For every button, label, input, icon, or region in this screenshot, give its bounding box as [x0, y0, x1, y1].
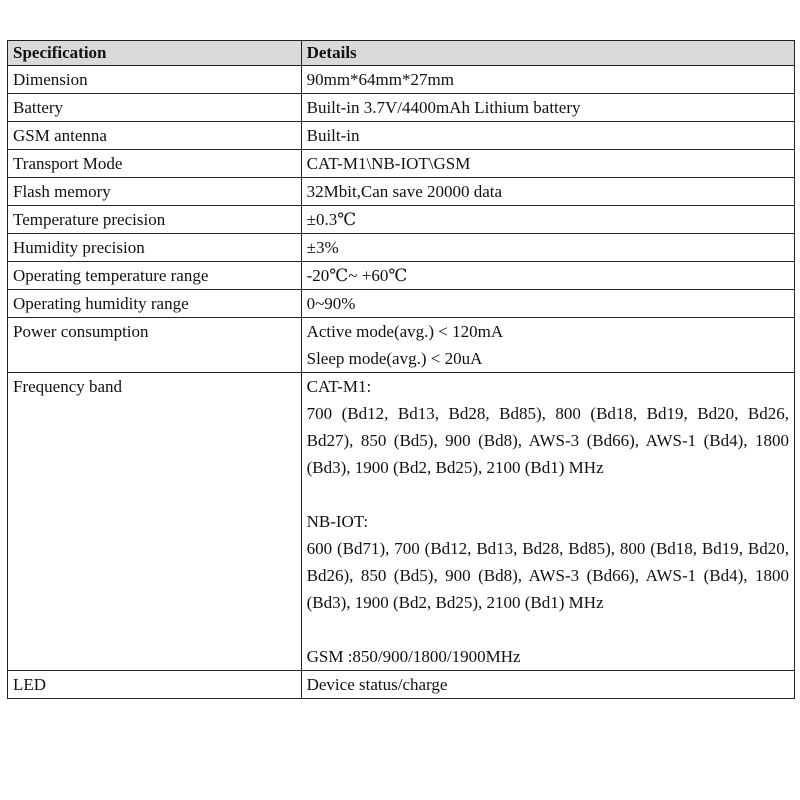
cat-m1-bands: 700 (Bd12, Bd13, Bd28, Bd85), 800 (Bd18, Bd19, Bd20, Bd26, Bd27), 850 (Bd5), 900 (Bd8), AWS-3 (Bd66), AWS-1 (Bd4), 1800 (Bd3), 1900 (Bd2, Bd25), 2100 (Bd1) MHz	[306, 404, 789, 477]
spacer	[307, 616, 789, 643]
table-row	[8, 178, 795, 206]
spec-cell: LED	[8, 671, 302, 699]
gsm-bands: GSM :850/900/1800/1900MHz	[306, 647, 521, 666]
details-cell: Built-in 3.7V/4400mAh Lithium battery	[301, 94, 794, 122]
spec-cell: Humidity precision	[8, 234, 302, 262]
nb-iot-label: NB-IOT:	[306, 512, 369, 531]
details-cell	[301, 318, 794, 373]
details-cell: Device status/charge	[301, 671, 794, 699]
table-row	[8, 262, 795, 290]
spacer	[307, 481, 789, 508]
power-active-mode: Active mode(avg.) < 120mA	[306, 322, 504, 341]
spec-cell: Power consumption	[8, 318, 302, 373]
table-row	[8, 206, 795, 234]
details-cell: 0~90%	[301, 290, 794, 318]
power-sleep-mode: Sleep mode(avg.) < 20uA	[306, 349, 483, 368]
table-row	[8, 66, 795, 94]
details-cell: ±0.3℃	[301, 206, 794, 234]
table-row	[8, 373, 795, 671]
header-specification: Specification	[8, 41, 302, 66]
details-cell	[301, 373, 794, 671]
spec-cell: Operating humidity range	[8, 290, 302, 318]
table-row	[8, 234, 795, 262]
table-row	[8, 290, 795, 318]
details-cell: -20℃~ +60℃	[301, 262, 794, 290]
header-details: Details	[301, 41, 794, 66]
spec-cell: GSM antenna	[8, 122, 302, 150]
nb-iot-bands: 600 (Bd71), 700 (Bd12, Bd13, Bd28, Bd85), 800 (Bd18, Bd19, Bd20, Bd26), 850 (Bd5), 900 (Bd8), AWS-3 (Bd66), AWS-1 (Bd4), 1800 (Bd3), 1900 (Bd2, Bd25), 2100 (Bd1) MHz	[306, 539, 789, 612]
table-header-row	[8, 41, 795, 66]
spec-cell: Operating temperature range	[8, 262, 302, 290]
spec-cell: Temperature precision	[8, 206, 302, 234]
details-cell: ±3%	[301, 234, 794, 262]
specification-table	[7, 40, 795, 699]
table-row	[8, 150, 795, 178]
details-cell: 32Mbit,Can save 20000 data	[301, 178, 794, 206]
cat-m1-label: CAT-M1:	[306, 377, 372, 396]
spec-cell: Transport Mode	[8, 150, 302, 178]
details-cell: Built-in	[301, 122, 794, 150]
details-cell: 90mm*64mm*27mm	[301, 66, 794, 94]
details-cell: CAT-M1\NB-IOT\GSM	[301, 150, 794, 178]
spec-cell: Dimension	[8, 66, 302, 94]
spec-cell: Battery	[8, 94, 302, 122]
table-row	[8, 318, 795, 373]
table-row	[8, 94, 795, 122]
table-row	[8, 671, 795, 699]
table-row	[8, 122, 795, 150]
spec-cell: Flash memory	[8, 178, 302, 206]
spec-cell: Frequency band	[8, 373, 302, 671]
